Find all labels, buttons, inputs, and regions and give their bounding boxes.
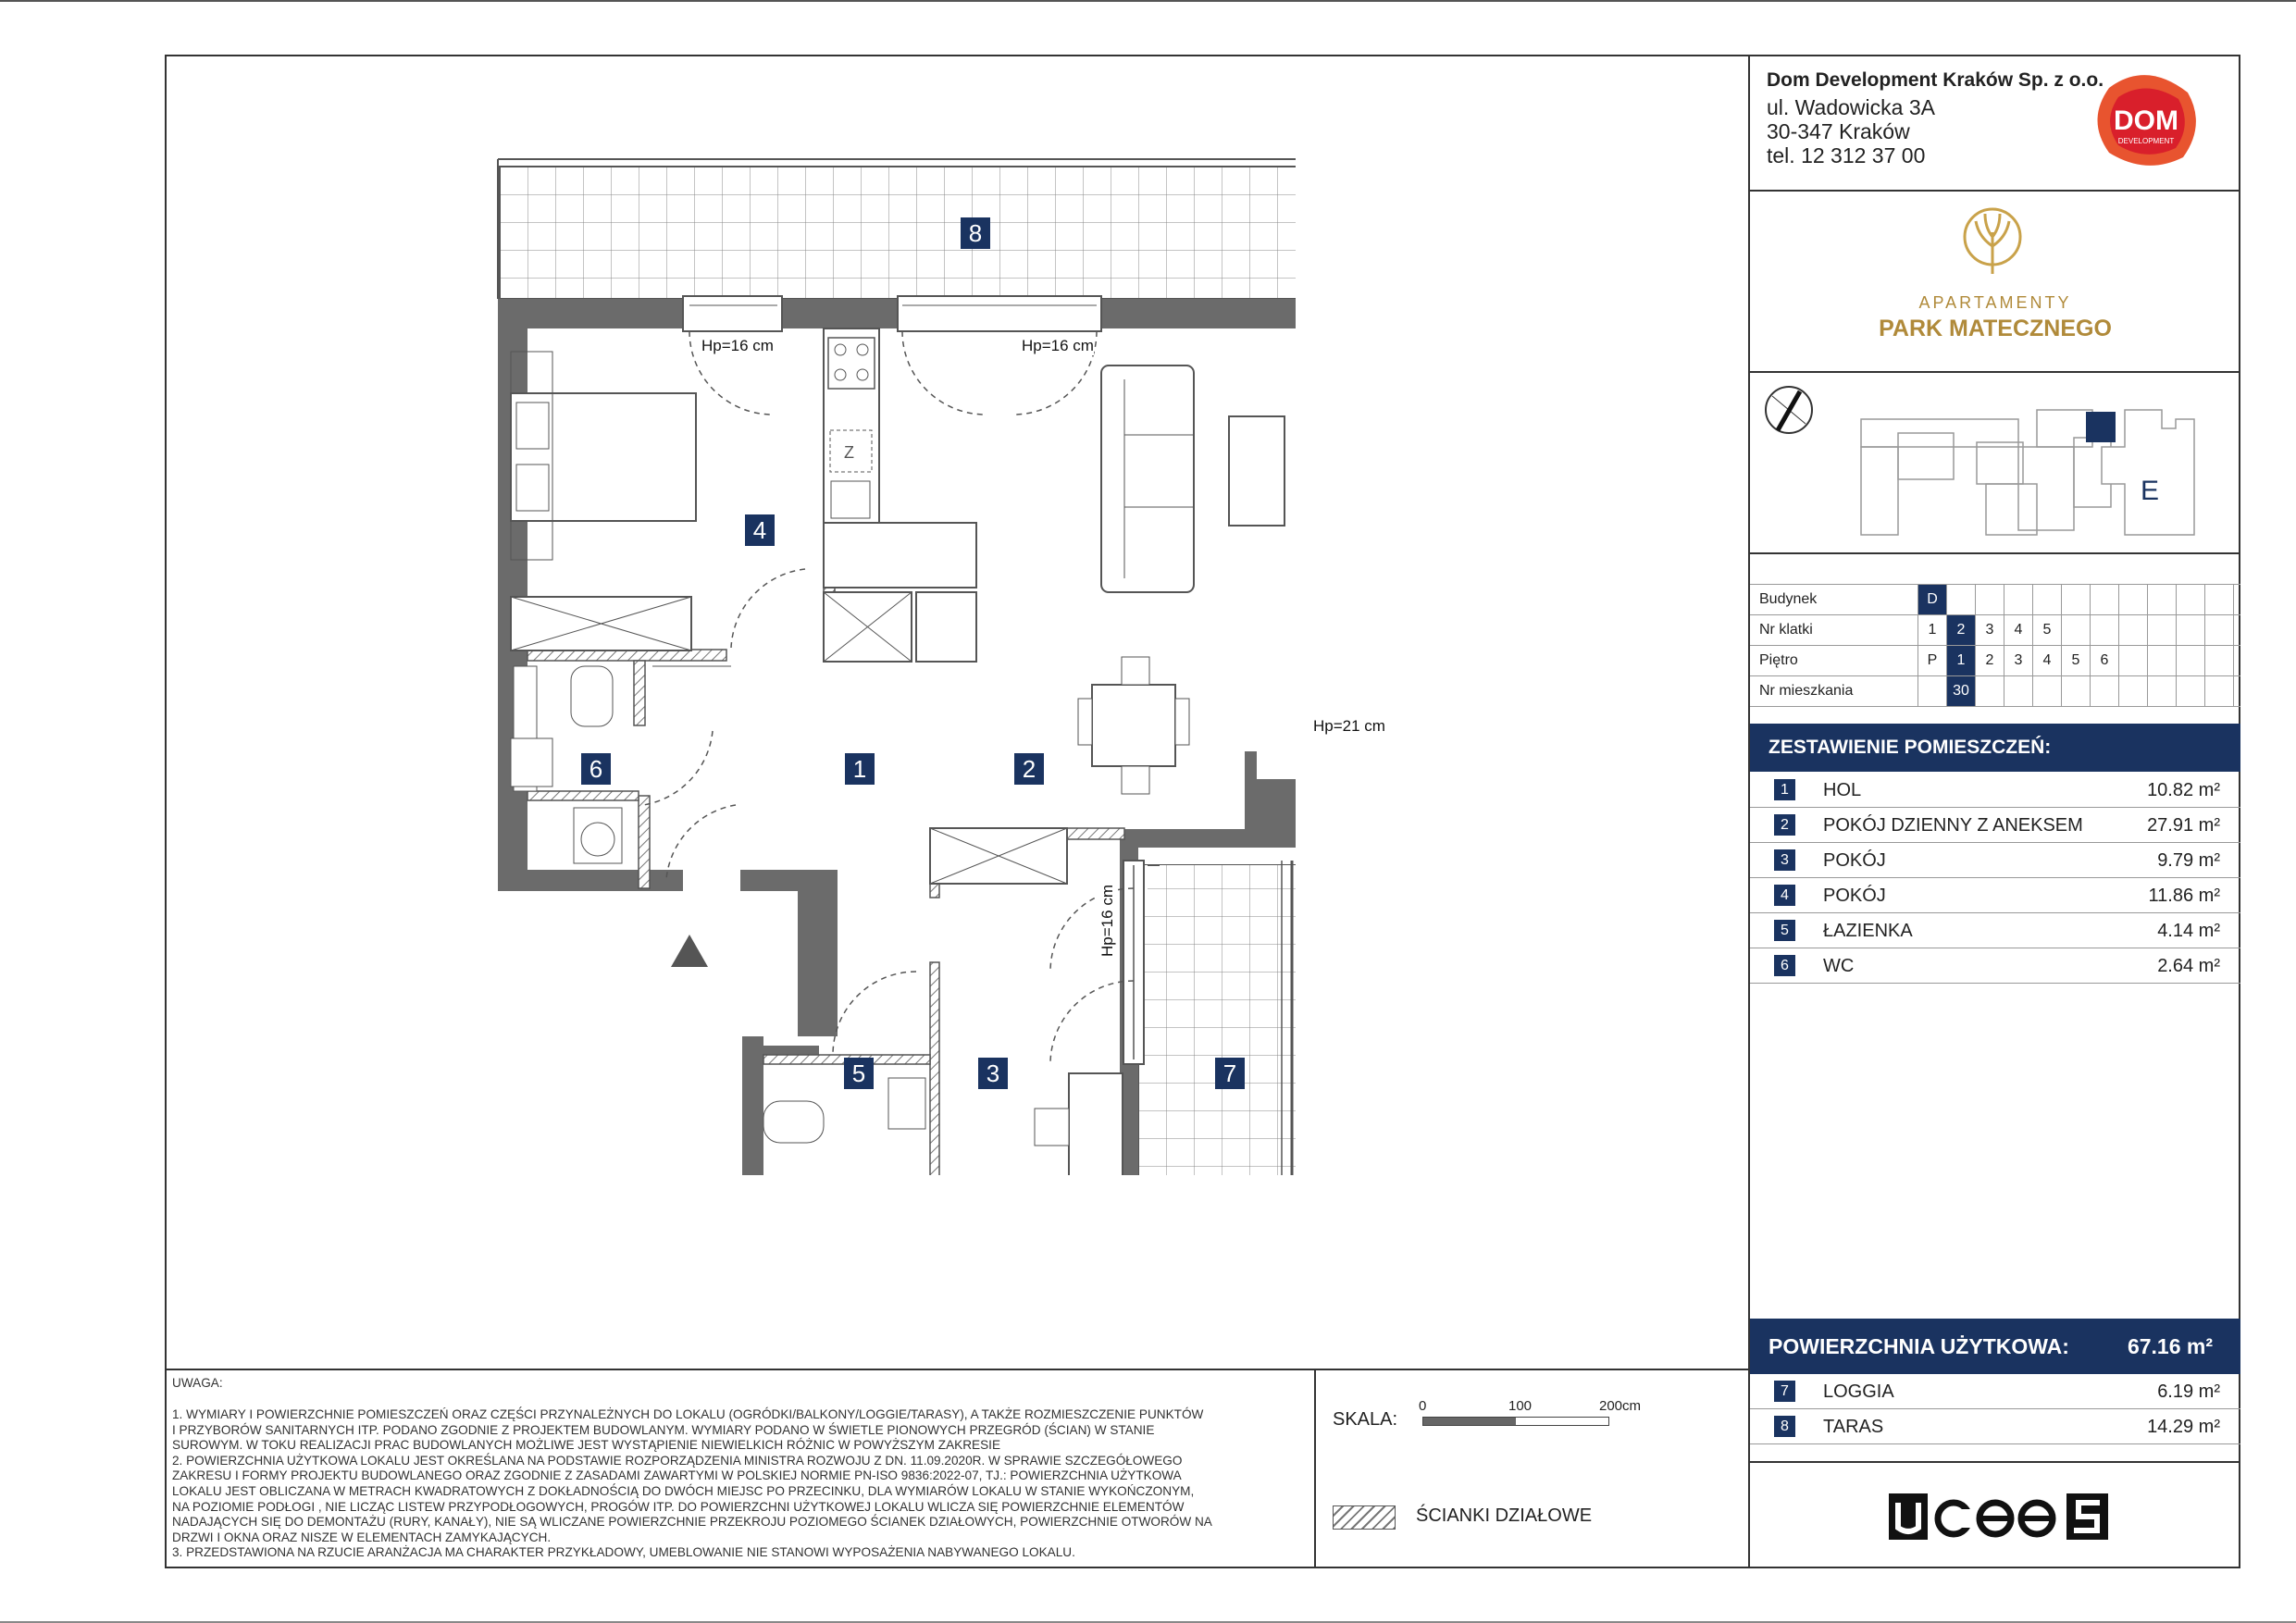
note-line: LOKALU JEST OBLICZANA W METRACH KWADRATOWYCH Z DOKŁADNOŚCIĄ DO DWÓCH MIEJSC PO PRZECINKU, DLA WYMIARÓW LOKALU W STANIE WYKOŃCZONYM, xyxy=(172,1483,1195,1498)
room-number: 1 xyxy=(1774,779,1795,800)
terrace-floor xyxy=(500,167,1296,299)
room-name: HOL xyxy=(1823,780,1862,800)
logo-text: DOM xyxy=(2114,105,2178,136)
location-cell xyxy=(2004,676,2032,706)
room-area: 14.29 m² xyxy=(2147,1417,2220,1437)
room-name: LOGGIA xyxy=(1823,1381,1894,1402)
location-cell xyxy=(2204,676,2233,706)
location-cell xyxy=(2176,646,2204,675)
location-row-label: Budynek xyxy=(1759,591,1818,607)
project-brand-block xyxy=(1750,192,2240,373)
tree-logo-icon xyxy=(1955,204,2029,279)
company-street: ul. Wadowicka 3A xyxy=(1767,95,1935,119)
location-cell xyxy=(2233,585,2262,614)
height-label-1: Hp=16 cm xyxy=(701,337,774,354)
room-row xyxy=(1750,808,2240,843)
company-block xyxy=(1750,55,2240,192)
location-cell: 1 xyxy=(1917,615,1946,645)
location-cell xyxy=(2233,615,2262,645)
location-row xyxy=(1750,646,2240,676)
sofa xyxy=(1101,365,1194,592)
location-cell xyxy=(2118,585,2147,614)
location-cell: 4 xyxy=(2004,615,2032,645)
height-label-4: Hp=16 cm xyxy=(1098,885,1116,957)
room-area: 4.14 m² xyxy=(2157,921,2220,941)
key-plan-block xyxy=(1750,373,2240,554)
fridge-mark: Z xyxy=(844,443,854,462)
note-line: I PRZYBORÓW SANITARNYCH ITP. PODANO ZGODNIE Z PROJEKTEM BUDOWLANYM. WYMIARY PODANO W ŚWIETLE PIONOWYCH PRZEGRÓD (ŚCIAN) W STANIE xyxy=(172,1422,1155,1437)
scale-tick-0: 0 xyxy=(1419,1398,1427,1414)
room-name: ŁAZIENKA xyxy=(1823,921,1913,941)
ucees-logo xyxy=(1889,1489,2111,1544)
location-cell: P xyxy=(1917,646,1946,675)
location-row-label: Piętro xyxy=(1759,652,1798,668)
note-line: SUROWYM. W TOKU REALIZACJI PRAC BUDOWLANYCH MOŻLIWE JEST WYSTĄPIENIE NIEWIELKICH RÓŻNIC W POWYŻSZYM ZAKRESIE xyxy=(172,1438,1001,1453)
room-row xyxy=(1750,1374,2240,1409)
room-tag-2: 2 xyxy=(1014,753,1044,785)
room-area: 9.79 m² xyxy=(2157,850,2220,871)
location-cell xyxy=(2204,585,2233,614)
notes-block xyxy=(165,1369,1314,1568)
location-cell xyxy=(1975,585,2004,614)
room-area: 10.82 m² xyxy=(2147,780,2220,800)
brand-line2: PARK MATECZNEGO xyxy=(1879,316,2112,341)
room-number: 4 xyxy=(1774,885,1795,906)
room-name: POKÓJ DZIENNY Z ANEKSEM xyxy=(1823,815,2083,836)
scale-tick-200: 200cm xyxy=(1599,1398,1642,1414)
room-area: 2.64 m² xyxy=(2157,956,2220,976)
location-cell: 5 xyxy=(2061,646,2090,675)
location-row xyxy=(1750,584,2240,615)
dining-table xyxy=(1092,685,1175,766)
keyplan-sketch xyxy=(1861,410,2111,535)
brand-line1: APARTAMENTY xyxy=(1918,293,2072,312)
location-cell xyxy=(2176,615,2204,645)
notes-title: UWAGA: xyxy=(172,1376,223,1390)
location-cell xyxy=(2061,615,2090,645)
partition-legend-swatch xyxy=(1333,1505,1396,1530)
location-cell xyxy=(2176,585,2204,614)
room-area: 6.19 m² xyxy=(2157,1381,2220,1402)
room-area: 27.91 m² xyxy=(2147,815,2220,836)
note-line: ZAKRESU I FORMY PROJEKTU BUDOWLANEGO ORAZ ZGODNIE Z ZASADAMI ZAWARTYMI W POLSKIEJ NORMIE PN-ISO 9836:2022-07, TJ.: POWIERZCHNIA UŻYTKOWA xyxy=(172,1468,1182,1483)
room-number: 2 xyxy=(1774,814,1795,836)
room-number: 6 xyxy=(1774,955,1795,976)
location-cell xyxy=(2118,646,2147,675)
location-cell xyxy=(2147,615,2176,645)
keyplan-compass xyxy=(1766,387,1812,433)
company-name: Dom Development Kraków Sp. z o.o. xyxy=(1767,69,2104,91)
room-row xyxy=(1750,913,2240,948)
room-number: 7 xyxy=(1774,1381,1795,1402)
floor-plan xyxy=(0,0,1296,1175)
room-tag-5: 5 xyxy=(844,1058,874,1089)
rooms-summary-title: ZESTAWIENIE POMIESZCZEŃ: xyxy=(1750,724,2240,772)
room-row xyxy=(1750,1409,2240,1444)
info-sidebar xyxy=(1748,55,2240,1568)
location-cell xyxy=(2090,676,2118,706)
company-phone: tel. 12 312 37 00 xyxy=(1767,143,1926,167)
room-tag-4: 4 xyxy=(745,514,775,546)
room-row xyxy=(1750,843,2240,878)
keyplan-building-letter: E xyxy=(2141,476,2160,506)
note-line: NA POZIOMIE PODŁOGI , NIE LICZĄC LISTEW PRZYPODŁOGOWYCH, PROGÓW ITP. DO POWIERZCHNI UŻYTKOWEJ LOKALU WLICZA SIĘ POWIERZCHNIE ELEMENTÓW xyxy=(172,1499,1185,1514)
company-city: 30-347 Kraków xyxy=(1767,119,1910,143)
room-name: POKÓJ xyxy=(1823,850,1886,871)
height-label-3: Hp=21 cm xyxy=(1313,717,1385,735)
location-cell: 5 xyxy=(2032,615,2061,645)
location-cell xyxy=(2004,585,2032,614)
note-line: DRZWI I OKNA ORAZ NISZE W ELEMENTACH ZAMYKAJĄCYCH. xyxy=(172,1530,552,1544)
location-cell xyxy=(2061,676,2090,706)
location-cell: 4 xyxy=(2032,646,2061,675)
location-table xyxy=(1750,584,2240,707)
location-cell xyxy=(2032,676,2061,706)
location-cell xyxy=(2233,646,2262,675)
location-cell: 3 xyxy=(2004,646,2032,675)
note-line: 2. POWIERZCHNIA UŻYTKOWA LOKALU JEST OKREŚLANA NA PODSTAWIE ROZPORZĄDZENIA MINISTRA ROZWOJU Z DN. 11.09.2020R. W SPRAWIE SZCZEGÓŁOWEGO xyxy=(172,1453,1183,1468)
note-line: 3. PRZEDSTAWIONA NA RZUCIE ARANŻACJA MA CHARAKTER PRZYKŁADOWY, UMEBLOWANIE NIE STANOWI WYPOSAŻENIA NABYWANEGO LOKALU. xyxy=(172,1545,1075,1560)
room-tag-8: 8 xyxy=(961,217,990,249)
rooms-list xyxy=(1750,773,2240,984)
room-row xyxy=(1750,773,2240,808)
usable-area-label: POWIERZCHNIA UŻYTKOWA: xyxy=(1769,1334,2069,1358)
location-cell xyxy=(2233,676,2262,706)
room-name: WC xyxy=(1823,956,1855,976)
location-row xyxy=(1750,615,2240,646)
keyplan-highlight xyxy=(2086,412,2116,442)
height-label-2: Hp=16 cm xyxy=(1022,337,1094,354)
room-number: 3 xyxy=(1774,849,1795,871)
room-tag-7: 7 xyxy=(1215,1058,1245,1089)
room-number: 5 xyxy=(1774,920,1795,941)
location-cell xyxy=(1917,676,1946,706)
extras-list xyxy=(1750,1374,2240,1444)
scale-label: SKALA: xyxy=(1333,1409,1398,1430)
scale-legend-block xyxy=(1314,1369,1748,1568)
room-tag-3: 3 xyxy=(978,1058,1008,1089)
location-cell xyxy=(1946,585,1975,614)
partition-legend-label: ŚCIANKI DZIAŁOWE xyxy=(1416,1505,1593,1526)
location-cell xyxy=(2204,646,2233,675)
ucees-logo-block xyxy=(1750,1461,2240,1570)
location-cell: 30 xyxy=(1946,676,1975,706)
location-cell xyxy=(2061,585,2090,614)
location-cell xyxy=(2204,615,2233,645)
usable-area-value: 67.16 m² xyxy=(2127,1334,2213,1358)
location-row-label: Nr klatki xyxy=(1759,622,1813,638)
location-cell xyxy=(2147,676,2176,706)
location-cell xyxy=(2032,585,2061,614)
location-cell xyxy=(2118,615,2147,645)
room-number: 8 xyxy=(1774,1416,1795,1437)
room-tag-6: 6 xyxy=(581,753,611,785)
note-line: 1. WYMIARY I POWIERZCHNIE POMIESZCZEŃ ORAZ CZĘŚCI PRZYNALEŻNYCH DO LOKALU (OGRÓDKI/BALKONY/LOGGIE/TARASY), A TAKŻE ROZMIESZCZENIE PUNKTÓW xyxy=(172,1407,1204,1421)
room-area: 11.86 m² xyxy=(2148,886,2220,906)
logo-sub: DEVELOPMENT xyxy=(2117,137,2175,145)
dom-development-logo xyxy=(2091,69,2202,171)
room-name: TARAS xyxy=(1823,1417,1884,1437)
location-cell: 6 xyxy=(2090,646,2118,675)
location-cell xyxy=(2090,585,2118,614)
room-row xyxy=(1750,948,2240,984)
location-row-label: Nr mieszkania xyxy=(1759,683,1854,699)
scale-bar xyxy=(1422,1417,1609,1426)
location-cell: D xyxy=(1917,585,1946,614)
usable-area-total xyxy=(1750,1319,2240,1374)
location-cell: 3 xyxy=(1975,615,2004,645)
note-line: NADAJĄCYCH SIĘ DO DEMONTAŻU (RURY, KANAŁY), NIE SĄ WLICZANE POWIERZCHNIE PRZEKROJU POZIOMEGO ŚCIANEK DZIAŁOWYCH, POWIERZCHNIE OTWORÓW NA xyxy=(172,1515,1212,1530)
location-cell xyxy=(2176,676,2204,706)
entrance-arrow xyxy=(671,935,708,967)
notes-body xyxy=(172,1407,1310,1561)
location-row xyxy=(1750,676,2240,707)
location-cell xyxy=(1975,676,2004,706)
location-cell xyxy=(2090,615,2118,645)
location-cell xyxy=(2147,585,2176,614)
location-cell: 2 xyxy=(1975,646,2004,675)
room-name: POKÓJ xyxy=(1823,886,1886,906)
location-cell: 1 xyxy=(1946,646,1975,675)
location-cell: 2 xyxy=(1946,615,1975,645)
location-cell xyxy=(2118,676,2147,706)
scale-tick-100: 100 xyxy=(1508,1398,1533,1414)
room-tag-1: 1 xyxy=(845,753,875,785)
location-cell xyxy=(2147,646,2176,675)
room-row xyxy=(1750,878,2240,913)
